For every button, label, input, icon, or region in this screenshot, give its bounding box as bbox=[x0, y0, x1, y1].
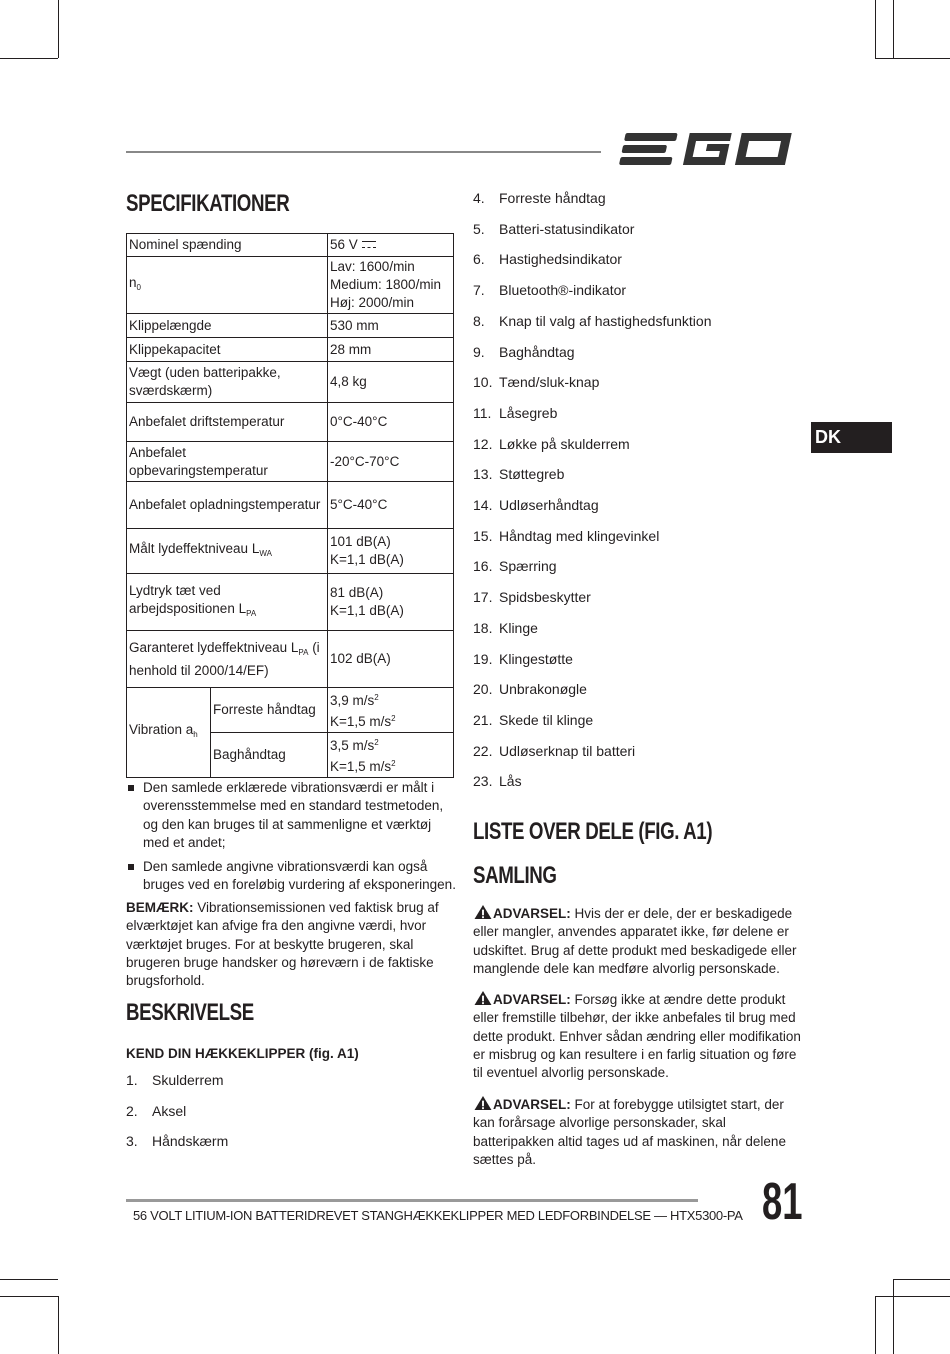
list-item: 2. Aksel bbox=[126, 1103, 187, 1119]
crop-mark bbox=[875, 58, 950, 59]
list-item: 7. Bluetooth®-indikator bbox=[473, 282, 627, 298]
table-row bbox=[127, 482, 454, 529]
list-item: 8. Knap til valg af hastighedsfunktion bbox=[473, 313, 712, 329]
spec-label: Vægt (uden batteripakke, sværdskærm) bbox=[127, 362, 328, 403]
table-row bbox=[127, 529, 454, 574]
warning-paragraph: ADVARSEL: For at forebygge utilsigtet start, der kan forårsage alvorlige personskader, skal batteripakken altid tages ud af maskinen, når delene sættes på. bbox=[473, 1097, 786, 1167]
table-row bbox=[127, 688, 454, 733]
spec-value: 530 mm bbox=[328, 314, 454, 338]
table-row bbox=[127, 362, 454, 403]
spec-value: -20°C-70°C bbox=[328, 442, 454, 482]
spec-label: Garanteret lydeffektniveau $L_{PA}$ (i henhold til 2000/14/EF) bbox=[127, 631, 328, 688]
list-item: 3. Håndskærm bbox=[126, 1133, 229, 1149]
spec-label: $n_0$ bbox=[127, 257, 328, 314]
section-title-parts: LISTE OVER DELE (FIG. A1) bbox=[473, 818, 713, 845]
spec-label: Målt lydeffektniveau $L_{WA}$ bbox=[127, 529, 328, 574]
table-row bbox=[127, 338, 454, 362]
spec-label: Anbefalet driftstemperatur bbox=[127, 403, 328, 442]
spec-label: Anbefalet opbevaringstemperatur bbox=[127, 442, 328, 482]
crop-mark bbox=[0, 1279, 58, 1280]
language-tab: DK bbox=[811, 422, 892, 453]
list-item: 1. Skulderrem bbox=[126, 1072, 224, 1088]
list-item: 19. Klingestøtte bbox=[473, 651, 573, 667]
warning-triangle-icon bbox=[473, 904, 493, 920]
spec-table bbox=[126, 233, 454, 778]
list-item: 12. Løkke på skulderrem bbox=[473, 436, 630, 452]
vibration-notes-list bbox=[126, 779, 456, 901]
list-item: 15. Håndtag med klingevinkel bbox=[473, 528, 660, 544]
spec-label: Nominel spænding bbox=[127, 234, 328, 257]
spec-value: 0°C-40°C bbox=[328, 403, 454, 442]
section-title-desc: BESKRIVELSE bbox=[126, 999, 254, 1026]
spec-label: Klippelængde bbox=[127, 314, 328, 338]
warning-paragraph: ADVARSEL: Forsøg ikke at ændre dette produkt eller fremstille tilbehør, der ikke anbefales til brug med dette produkt. Enhver sådan ændring eller modifikation er misbrug og kan resultere i en farlig situation og føre til eventuel alvorlig personskade. bbox=[473, 992, 801, 1081]
list-item: 22. Udløserknap til batteri bbox=[473, 743, 636, 759]
warning-triangle-icon bbox=[473, 990, 493, 1006]
spec-value: 3,9 $m/s^2$ K=1,5 $m/s^2$ bbox=[328, 688, 454, 733]
list-item: 5. Batteri-statusindikator bbox=[473, 221, 635, 237]
spec-label: Vibration $a_h$ bbox=[127, 688, 211, 778]
dc-symbol-icon bbox=[362, 241, 376, 248]
list-item: 21. Skede til klinge bbox=[473, 712, 594, 728]
list-item: 14. Udløserhåndtag bbox=[473, 497, 599, 513]
crop-mark bbox=[875, 0, 876, 58]
table-row bbox=[127, 631, 454, 688]
list-item: 6. Hastighedsindikator bbox=[473, 251, 622, 267]
crop-mark bbox=[893, 1279, 950, 1280]
page-number: 81 bbox=[762, 1173, 803, 1231]
table-row bbox=[127, 574, 454, 631]
spec-sublabel: Baghåndtag bbox=[211, 733, 328, 778]
list-item: 4. Forreste håndtag bbox=[473, 190, 606, 206]
table-row bbox=[127, 314, 454, 338]
spec-value: 4,8 kg bbox=[328, 362, 454, 403]
list-item: 9. Baghåndtag bbox=[473, 344, 575, 360]
spec-value: Lav: 1600/min Medium: 1800/min Høj: 2000/min bbox=[328, 257, 454, 314]
spec-value: 101 dB(A) K=1,1 dB(A) bbox=[328, 529, 454, 574]
spec-value: 81 dB(A) K=1,1 dB(A) bbox=[328, 574, 454, 631]
list-item: 17. Spidsbeskytter bbox=[473, 589, 591, 605]
crop-mark bbox=[875, 1296, 876, 1354]
list-item: 10. Tænd/sluk-knap bbox=[473, 374, 600, 390]
spec-value: 28 mm bbox=[328, 338, 454, 362]
table-row bbox=[127, 442, 454, 482]
crop-mark bbox=[893, 0, 894, 58]
spec-label: Lydtryk tæt ved arbejdspositionen $L_{PA}$ bbox=[127, 574, 328, 631]
spec-sublabel: Forreste håndtag bbox=[211, 688, 328, 733]
table-row bbox=[127, 403, 454, 442]
spec-value: 5°C-40°C bbox=[328, 482, 454, 529]
table-row bbox=[127, 234, 454, 257]
list-item: 16. Spærring bbox=[473, 558, 557, 574]
know-your-product-heading: KEND DIN HÆKKEKLIPPER (fig. A1) bbox=[126, 1046, 359, 1061]
spec-value: 102 dB(A) bbox=[328, 631, 454, 688]
warning-paragraph: ADVARSEL: Hvis der er dele, der er beskadigede eller mangler, anvendes apparatet ikke, før delene er udskiftet. Brug af dette produkt med beskadigede eller manglende dele kan medføre alvorlig personskade. bbox=[473, 906, 797, 976]
spec-label: Anbefalet opladningstemperatur bbox=[127, 482, 328, 529]
list-item: Den samlede erklærede vibrationsværdi er målt i overensstemmelse med en standard testmetoden, og den kan bruges til at sammenligne et værktøj med et andet; bbox=[126, 779, 456, 852]
list-item: 20. Unbrakonøgle bbox=[473, 681, 587, 697]
crop-mark bbox=[0, 1296, 58, 1297]
note-paragraph: BEMÆRK: Vibrationsemissionen ved faktisk brug af elværktøjet kan afvige fra den angivne værdi, hvor værktøjet bruges. For at beskytte brugeren, skal brugeren bruge handsker og høreværn i de faktiske brugsforhold. bbox=[126, 900, 439, 989]
section-title-spec: SPECIFIKATIONER bbox=[126, 190, 290, 217]
list-item: Den samlede angivne vibrationsværdi kan også bruges ved en foreløbig vurdering af eksponeringen. bbox=[126, 858, 456, 895]
header-rule bbox=[126, 151, 601, 153]
warning-triangle-icon bbox=[473, 1095, 493, 1111]
crop-mark bbox=[58, 0, 59, 58]
spec-label: Klippekapacitet bbox=[127, 338, 328, 362]
spec-value: 56 V bbox=[328, 234, 454, 257]
ego-logo bbox=[617, 127, 799, 171]
spec-value: 3,5 $m/s^2$ K=1,5 $m/s^2$ bbox=[328, 733, 454, 778]
section-title-assembly: SAMLING bbox=[473, 862, 557, 889]
footer-title: 56 VOLT LITIUM-ION BATTERIDREVET STANGHÆKKEKLIPPER MED LEDFORBINDELSE — HTX5300-PA bbox=[133, 1208, 743, 1223]
crop-mark bbox=[893, 1279, 894, 1354]
crop-mark bbox=[875, 1296, 950, 1297]
list-item: 18. Klinge bbox=[473, 620, 538, 636]
list-item: 11. Låsegreb bbox=[473, 405, 558, 421]
table-row bbox=[127, 257, 454, 314]
footer-rule bbox=[126, 1199, 698, 1202]
crop-mark bbox=[58, 1296, 59, 1354]
crop-mark bbox=[0, 58, 58, 59]
list-item: 23. Lås bbox=[473, 773, 522, 789]
list-item: 13. Støttegreb bbox=[473, 466, 565, 482]
